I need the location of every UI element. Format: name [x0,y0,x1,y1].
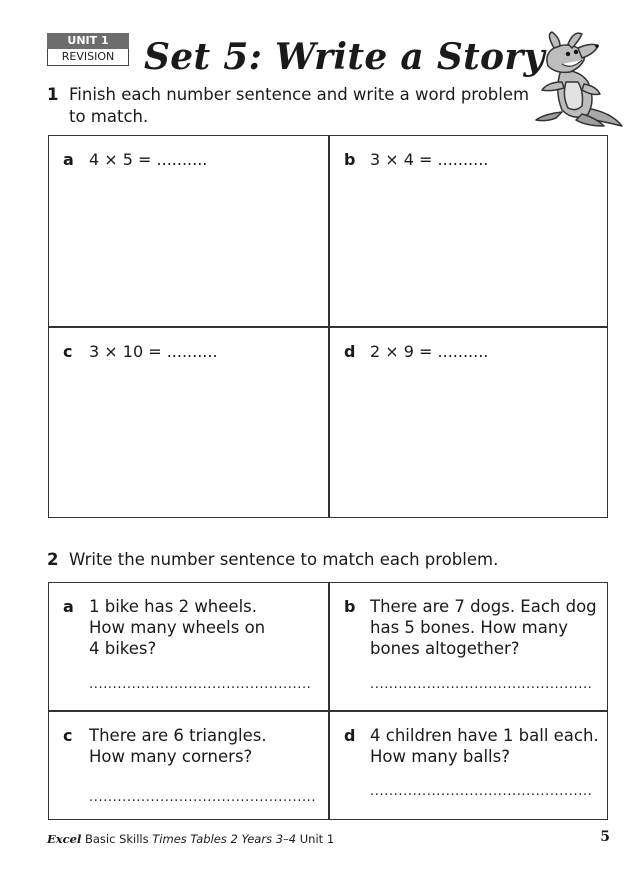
problem-box-a[interactable] [49,583,328,710]
answer-box-c[interactable] [49,328,328,516]
answer-line[interactable]: ................................................ [89,790,317,805]
problem-box-d[interactable] [330,712,609,819]
question-instruction-line: to match. [69,107,149,126]
page-number: 5 [600,829,610,845]
word-problem: 1 bike has 2 wheels. How many wheels on 4 bikes? [89,597,266,658]
item-label: a [63,597,74,616]
answer-box-d[interactable] [330,328,609,516]
question-number: 1 [47,85,59,104]
question-2-grid [48,582,608,820]
question-instruction [69,84,529,128]
item-label: d [344,726,356,745]
number-sentence: 3 × 4 = .......... [370,150,489,169]
item-label: b [344,150,356,169]
question-instruction: Write the number sentence to match each problem. [69,550,499,569]
number-sentence: 4 × 5 = .......... [89,150,208,169]
kangaroo-icon [526,30,626,130]
unit-badge [47,33,129,66]
answer-box-a[interactable] [49,136,328,326]
problem-box-b[interactable] [330,583,609,710]
number-sentence: 3 × 10 = .......... [89,342,218,361]
item-label: c [63,726,73,745]
footer-unit: Unit 1 [299,832,335,846]
question-1-heading [47,84,529,128]
question-instruction-line: Finish each number sentence and write a word problem [69,85,530,104]
problem-box-c[interactable] [49,712,328,819]
footer-product: Basic Skills [84,832,149,846]
item-label: d [344,342,356,361]
question-1-grid [48,135,608,518]
word-problem: There are 7 dogs. Each dog has 5 bones. How many bones altogether? [370,597,597,658]
footer [47,832,334,846]
answer-line[interactable]: ............................................... [370,784,593,799]
question-2-heading [47,549,498,571]
question-number: 2 [47,550,59,569]
number-sentence: 2 × 9 = .......... [370,342,489,361]
footer-series: Times Tables 2 Years 3–4 [152,832,297,846]
page-title: Set 5: Write a Story [144,36,545,78]
word-problem: There are 6 triangles. How many corners? [89,726,267,766]
footer-brand: Excel [47,832,82,846]
item-label: b [344,597,356,616]
revision-label: REVISION [47,49,129,66]
answer-line[interactable]: ............................................... [89,677,312,692]
unit-label: UNIT 1 [47,33,129,49]
item-label: c [63,342,73,361]
answer-line[interactable]: ............................................... [370,677,593,692]
answer-box-b[interactable] [330,136,609,326]
word-problem: 4 children have 1 ball each. How many balls? [370,726,599,766]
item-label: a [63,150,74,169]
